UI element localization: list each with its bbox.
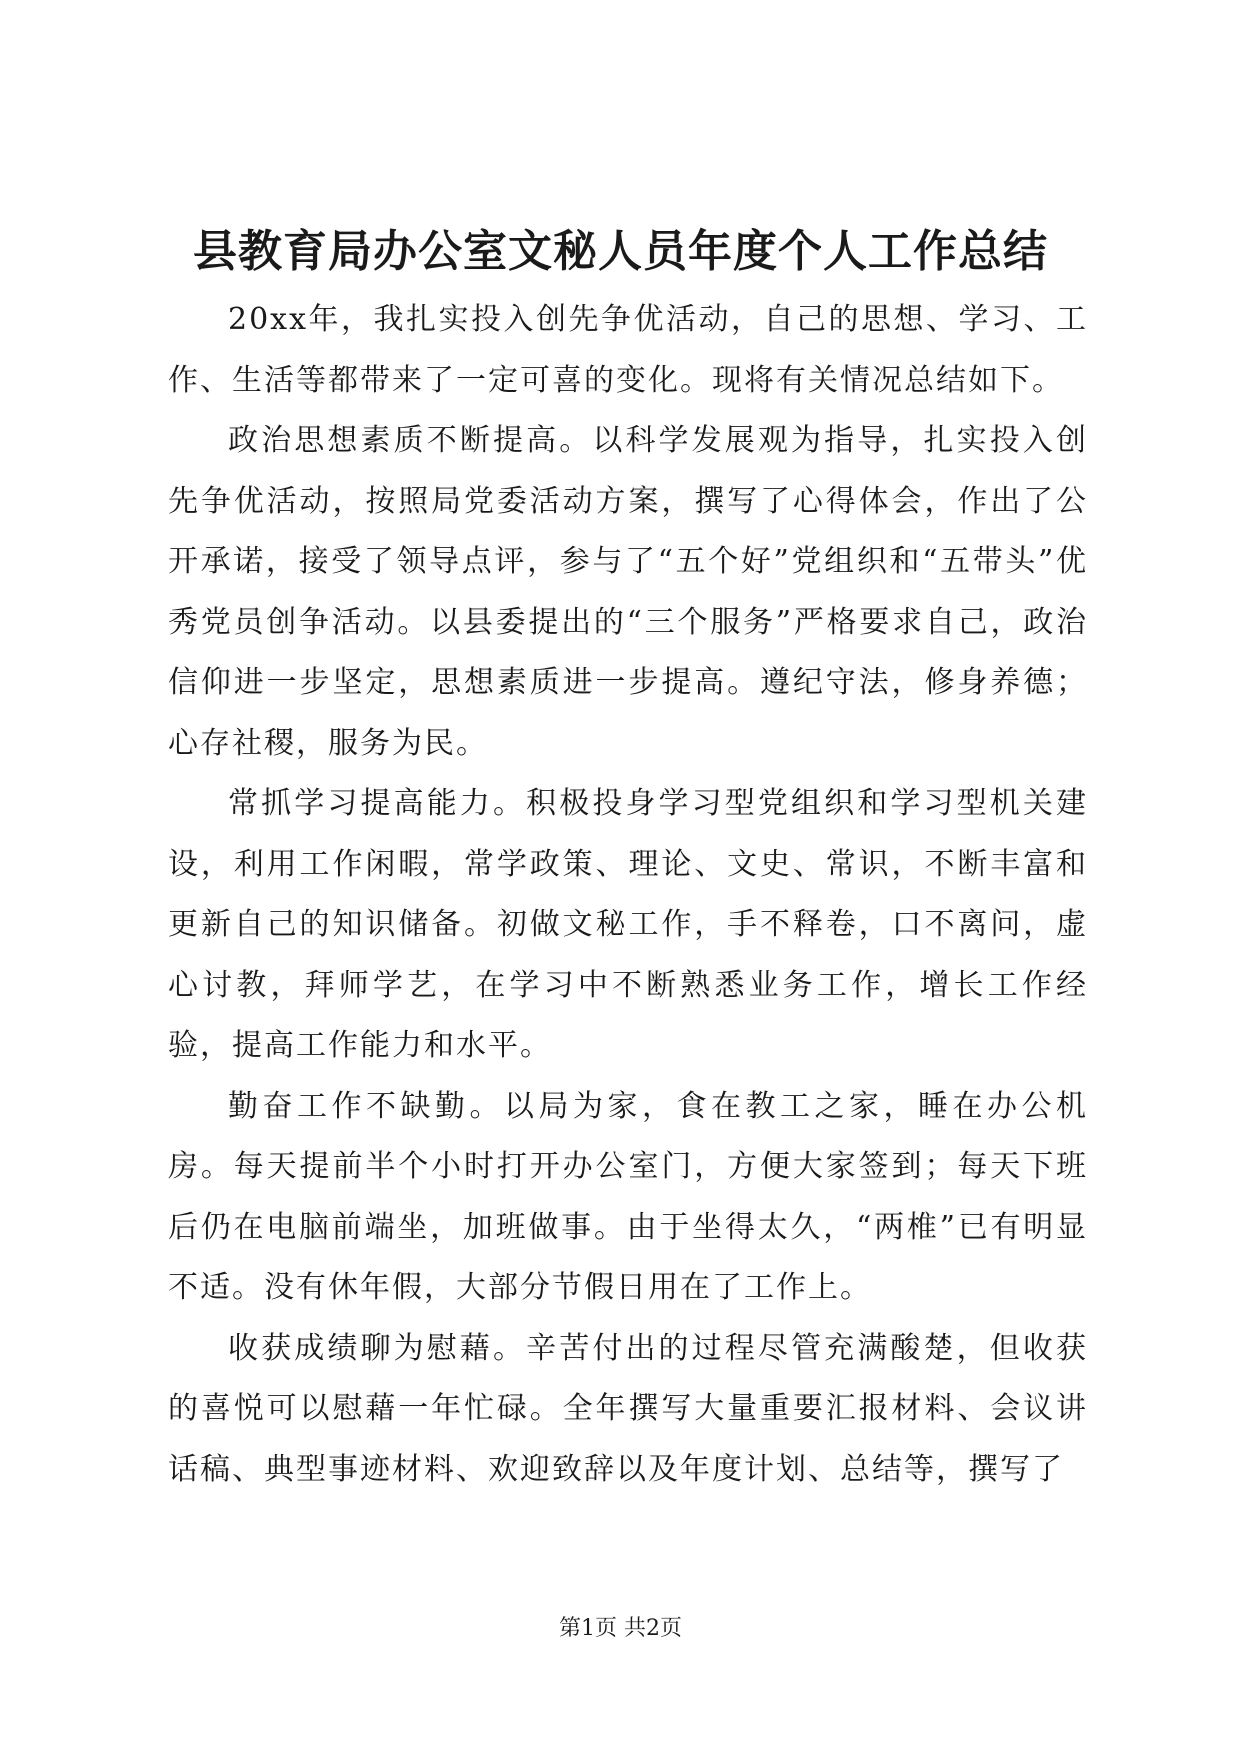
document-title: 县教育局办公室文秘人员年度个人工作总结 xyxy=(193,226,1048,277)
paragraph-achievements: 收获成绩聊为慰藉。辛苦付出的过程尽管充满酸楚，但收获的喜悦可以慰藉一年忙碌。全年撰写大量重要汇报材料、会议讲话稿、典型事迹材料、欢迎致辞以及年度计划、总结等，撰写了 xyxy=(168,1330,1088,1487)
paragraph-study: 常抓学习提高能力。积极投身学习型党组织和学习型机关建设，利用工作闲暇，常学政策、理论、文史、常识，不断丰富和更新自己的知识储备。初做文秘工作，手不释卷，口不离问，虚心讨教，拜师学艺，在学习中不断熟悉业务工作，增长工作经验，提高工作能力和水平。 xyxy=(168,786,1088,1063)
paragraph-work: 勤奋工作不缺勤。以局为家，食在教工之家，睡在办公机房。每天提前半个小时打开办公室门，方便大家签到；每天下班后仍在电脑前端坐，加班做事。由于坐得太久，“两椎”已有明显不适。没有休年假，大部分节假日用在了工作上。 xyxy=(168,1088,1088,1305)
page-number-footer: 第1页 共2页 xyxy=(559,1616,682,1641)
paragraph-political: 政治思想素质不断提高。以科学发展观为指导，扎实投入创先争优活动，按照局党委活动方案，撰写了心得体会，作出了公开承诺，接受了领导点评，参与了“五个好”党组织和“五带头”优秀党员创争活动。以县委提出的“三个服务”严格要求自己，政治信仰进一步坚定，思想素质进一步提高。遵纪守法，修身养德；心存社稷，服务为民。 xyxy=(168,423,1088,761)
paragraph-intro: 20xx年，我扎实投入创先争优活动，自己的思想、学习、工作、生活等都带来了一定可喜的变化。现将有关情况总结如下。 xyxy=(168,302,1088,398)
document-body xyxy=(168,290,1088,1500)
